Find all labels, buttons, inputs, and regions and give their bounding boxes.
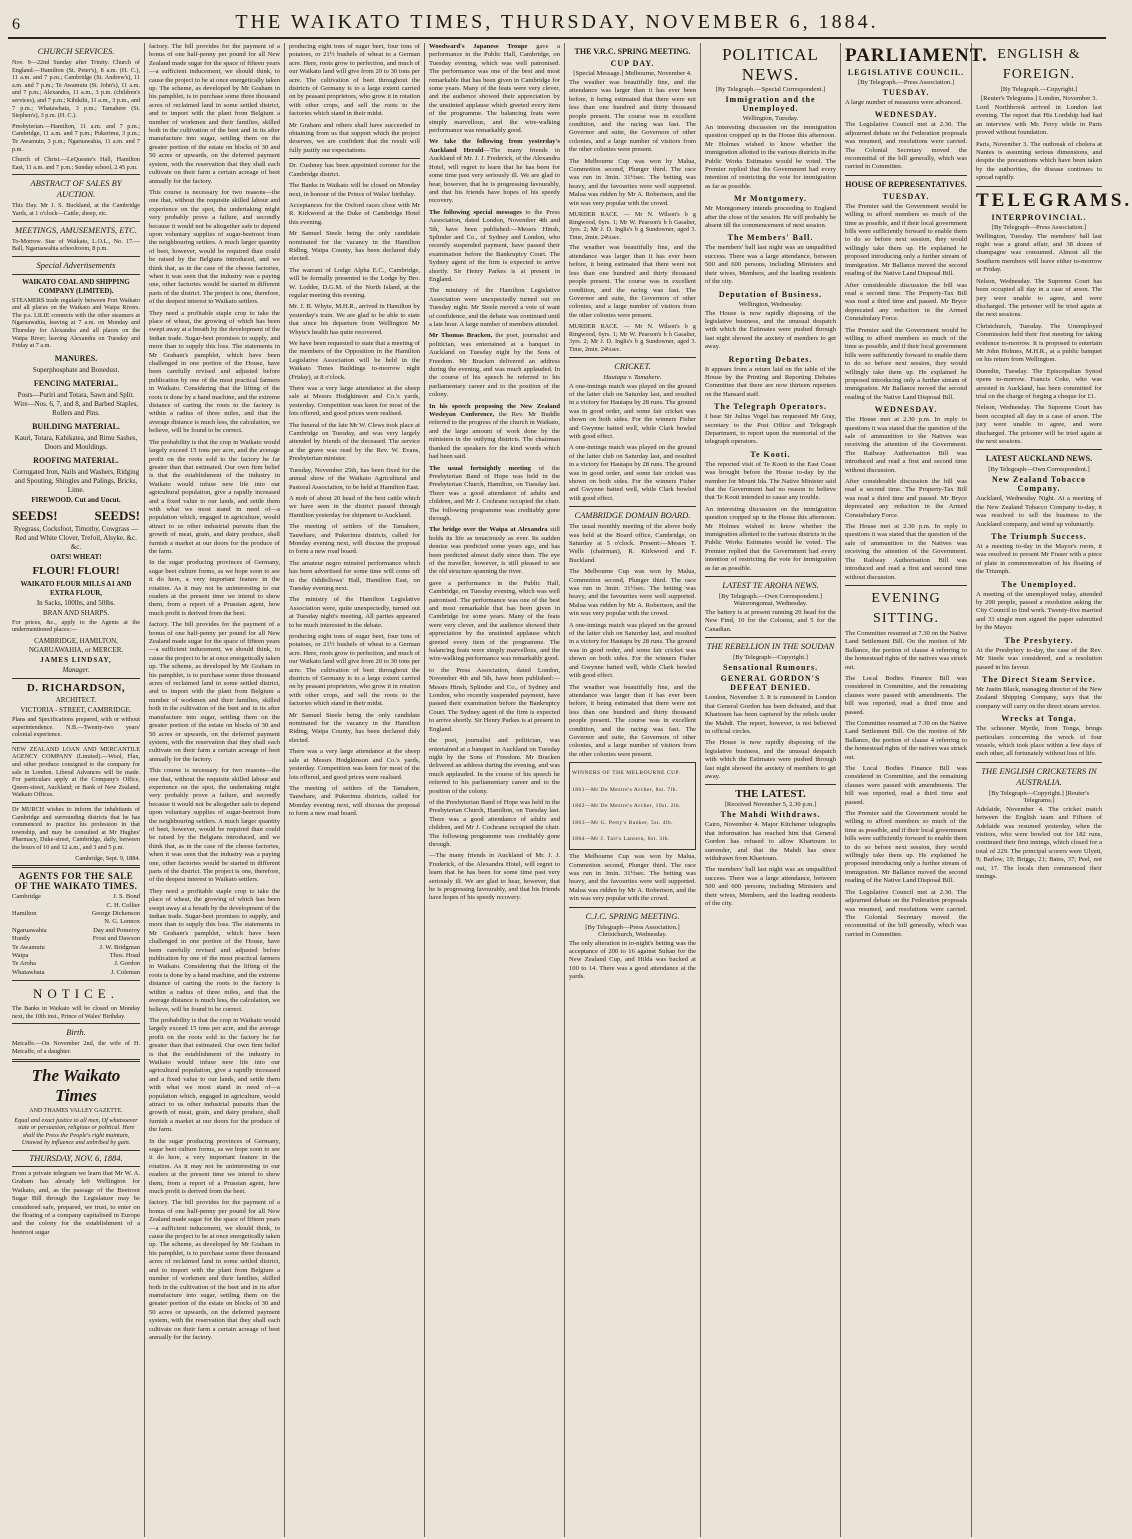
local-item: There was a very large attendance at the sheep sale at Messrs Hodgkinson and Co.'s yards, yesterday. Competition was keen for most of the lots offered, and good prices were realised. xyxy=(289,385,420,418)
auckland-sub-6: Wrecks at Tonga. xyxy=(1001,714,1077,724)
cjc-dateline: [By Telegraph—Press Association.] Christchurch, Wednesday. xyxy=(585,923,680,938)
auckland-sub-2: The Triumph Success. xyxy=(991,532,1087,542)
agent-name: J. S. Bond xyxy=(113,893,140,901)
local-item: The amateur negro minstrel performance which has been advertised for some time will come off in the Oddfellows' Hall, Hamilton East, on Tuesday evening next. xyxy=(289,559,420,592)
political-place-4: Wellington, Wednesday. xyxy=(738,300,803,308)
editorial-para-1-repeat: factory. The bill provides for the payment of a bonus of one half-penny per pound for all New Zealand made sugar for the space of fifteen years—a sufficient inducement, we should think, to cause the project to be at once energetically taken up. The scheme, as developed by Mr Graham in his pamphlet, is to purchase some three thousand acres of reclaimed land in some settled district, and to import with the plant from Belgium a number of workmen and their families, skilled both in the cultivation of the beet and in its after manufacture into sugar, settling them on the greater portion of the estate on blocks of 30 and 50 acres or upwards, on the deferred payment system, with the reservation that they shall each cultivate on their farm a certain acreage of beet annually for the factory. xyxy=(149,621,280,763)
agent-name: Day and Pomeroy xyxy=(93,926,140,934)
political-dateline: [By Telegraph.—Special Correspondent.] xyxy=(715,86,826,93)
local-news-item: The ministry of the Hamilton Legislative Association were unexpectedly turned out on Tuesday night. Mr Steele moved a vote of want of confidence, and the debate was continued until a late hour. A large number of members attended. xyxy=(429,287,560,328)
editorial-para-2-repeat: This course is necessary for two reasons—the one that, without the requisite skilled labour and experience on the spot, the undertaking might very probably prove a failure, and secondly because it would not be altogether safe to depend upon voluntary supplies of sugar-beetroot from the neighbouring settlers. A much larger quantity of beet, however, would be required than could be raised by the Belgians introduced, and we think that, as in the case of the cheese factories, when it was seen that the industry was a paying one, other factories would be started in different parts of the district. The project is one, therefore, of the deepest interest to Waikato settlers. xyxy=(149,767,280,884)
auckland-sub-4: The Presbytery. xyxy=(1004,635,1074,645)
cjc-heading: C.J.C. SPRING MEETING. xyxy=(585,910,680,921)
seeds-list: Ryegrass, Cocksfoot, Timothy, Cowgrass — Red and White Clover, Trefoil, Alsyke, &c. &c. xyxy=(13,524,139,551)
loan-agency-ad: NEW ZEALAND LOAN AND MERCANTILE AGENCY COMPANY (Limited).—Wool, Flax, and other produce consigned to the company for sale in London. Liberal Advances will be made. For particulars apply at the Company's Office, Queen-street, Auckland; or Bank of New Zealand, Waikato Offices. xyxy=(12,745,140,799)
domain-board-text-repeat: A one-innings match was played on the ground of the latter club on Saturday last, and resulted in a victory for Hautapu by 28 runs. The ground was in good order, and some fair cricket was shown on both sides. For the winners Fisher and Gwynne batted well, while Clark bowled with good effect. xyxy=(569,621,696,680)
local-item: The meeting of settlers of the Tamahere, Tauwhare, and Pukerimu districts, called for Monday evening next, will discuss the proposal to form a new road board. xyxy=(289,523,420,556)
notice-text: The Banks in Waikato will be closed on Monday next, the 10th inst., Prince of Wales' Birthday. xyxy=(12,1005,140,1020)
editorial-para-5-repeat: In the sugar producing provinces of Germany, sugar beet culture forms, as we hope soon to see it do here, a very important feature in the rotation. As it may not be uninteresting to our readers at the present time we intend to show them, from a report of a Prussian agent, how much profit is derived from the beet. xyxy=(149,1137,280,1196)
local-item: The funeral of the late Mr W. Clews took place at Cambridge on Tuesday, and was very largely attended by friends of the deceased. The service at the grave was read by the Rev. W. Evans, Presbyterian minister. xyxy=(289,421,420,463)
meetings-text: To-Morrow. Star of Waikato, L.O.L., No. 17.—Ball, Ngaruawahia schoolroom, 8 p.m. xyxy=(12,237,140,253)
fencing-text: Posts—Puriri and Totara, Sawn and Split. Wire—Nos. 6, 7, and 8, and Barbed Staples, Rollers and Pins. xyxy=(13,390,139,417)
local-item: The Banks in Waikato will be closed on Monday next, in honour of the Prince of Wales' birthday. xyxy=(289,182,420,198)
council-day-1: TUESDAY. xyxy=(882,88,930,97)
house-heading: HOUSE OF REPRESENTATIVES. xyxy=(845,179,967,189)
house-day-2: WEDNESDAY. xyxy=(874,405,938,415)
auckland-para-6: The schooner Myrtle, from Tonga, brings particulars concerning the wreck of four vessels, which took place within a few days of each other, all fortunately without loss of life. xyxy=(976,725,1102,758)
cup-table-line: 1863—Mr G. Petty's Banker, 5st. 4lb. xyxy=(572,819,674,826)
melbourne-cup-winners-table xyxy=(569,762,696,850)
interprovincial-dateline: [By Telegraph—Press Association.] xyxy=(991,223,1087,231)
editorial-cont-2: Mr Graham and others shall have succeeded in obtaining from us that support which the project deserves, we are confident that the result will fully justify our expectations. xyxy=(289,121,420,154)
telegram-para-2: Nelson, Wednesday. The Supreme Court has been occupied all day in a case of arson. The jury were unable to agree, and were discharged. The prisoner will be tried again at the next sessions. xyxy=(976,277,1102,319)
political-para-1: An interesting discussion on the immigration question cropped up in the House this afternoon. Mr Holmes wished to know whether the immigration allotted to the various districts in the Public Works Estimates would be voted. The Premier replied that the Government had every intention of restricting the vote for immigration as far as possible. xyxy=(705,124,836,190)
latest-received: [Received November 5, 2.30 p.m.] xyxy=(724,801,817,809)
political-place-1: Wellington, Tuesday. xyxy=(742,115,799,122)
agent-name: George Dickenson xyxy=(91,909,140,917)
local-item: A mob of about 20 head of the best cattle which we have seen in the district passed through Hamilton yesterday for shipment to Auckland. xyxy=(289,494,420,519)
coal-company-text: STEAMERS trade regularly between Port Waikato and all places on the Waikato and Waipa Rivers. The p.s. LILIE connects with the other steamers at Ngaruawahia, leaving at 7 a.m. on Monday and Thursday for Alexandra and all places on the Waipa River; leaving Alexandra on Tuesday and Friday at 7 a.m. xyxy=(12,296,140,350)
editorial-para-3: They need a profitable staple crop to take the place of wheat, the growing of which has been swept away at a breath by the development of the Indian trade. Sugar-beet promises to supply, and more than to supply this loss. The statements in Mr Graham's pamphlet, which have been challenged in one portion of the House, have been carefully revised and adjusted before publication by one of the most practical farmers in Waikato. Considering that the lifting of the roots is done by a hand machine, and the extreme distance of carting the roots to the factory is within a radius of three miles, and that the average distance is much less, the calculation, we believe, will be found to be correct. xyxy=(149,309,280,435)
interprovincial-heading: INTERPROVINCIAL. xyxy=(991,212,1087,222)
auckland-para-5: Mr Justin Black, managing director of the New Zealand Shipping Company, says that the company will carry on the direct steam service. xyxy=(976,685,1102,710)
agent-row xyxy=(12,927,140,935)
auckland-sub-3: The Unemployed. xyxy=(1001,579,1077,589)
manures-heading: MANURES. xyxy=(54,353,98,363)
political-sub-7: Te Kooti. xyxy=(750,449,791,459)
political-news-heading: POLITICAL NEWS. xyxy=(722,45,819,84)
editorial-para-4-repeat: The probability is that the crop in Waikato would largely exceed 15 tons per acre, and the average profit on the roots sold to the factory be far greater than that estimated. Our own firm belief is that the establishment of the industry in Waikato would infuse new life into our agricultural population, give a rapidly increased and a fixed value to our lands, and settle them with what we most stand in need of—a population which, engaged in agriculture, would attract to us other industrial pursuits than the growth of meat, grain, and dairy produce, shall furnish a market at our doors for the produce of the farm. xyxy=(149,1016,280,1134)
agent-places: CAMBRIDGE, HAMILTON, NGARUAWAHIA, or MERCER. xyxy=(28,637,124,655)
column-8 xyxy=(972,43,1132,1537)
domain-board-text-repeat: The weather was beautifully fine, and the attendance was larger than it has ever been before, it being estimated that there were not less than one hundred and thirty thousand people present. The course was in excellent condition, and the racing was fast. The Governor and suite, the Governors of other colonies, and a large number of visitors from the other colonies were present. xyxy=(569,683,696,758)
agent-name: J. Coleman xyxy=(110,968,140,976)
manager-name: JAMES LINDSAY, xyxy=(40,656,112,665)
political-para-7: The reported visit of Te Kooti to the East Coast was brought before the House to-day by the member for Mount Ida. The Native Minister said that the Government had no reason to believe that Te Kooti intended to cause any trouble. xyxy=(705,460,836,502)
roofing-heading: ROOFING MATERIAL. xyxy=(33,455,119,465)
house-para-3-repeat: The House met at 2.30 p.m. In reply to questions it was stated that the question of the sale of ammunition to the Natives was receiving the attention of the Government. The Railway Authorisation Bill was introduced and read a first and second time without discussion. xyxy=(845,523,967,581)
evening-para-2-repeat: The Local Bodies Finance Bill was considered in Committee, and the remaining clauses were passed with amendments. The bill was reported, read a third time and passed. xyxy=(845,765,967,806)
masthead xyxy=(8,6,1106,39)
vrc-heading: THE V.R.C. SPRING MEETING. xyxy=(574,47,691,56)
agent-row xyxy=(12,969,140,977)
political-para-2: Mr Montgomery intends proceeding to England after the close of the session. He will probably be absent till the commencement of next session. xyxy=(705,205,836,230)
vrc-para-1-repeat: The weather was beautifully fine, and the attendance was larger than it has ever been before, it being estimated that there were not less than one hundred and thirty thousand people present. The course was in excellent condition, and the racing was fast. The Governor and suite, the Governors of other colonies, and a large number of visitors from the other colonies were present. xyxy=(569,244,696,319)
agent-name: J. W. Bridgman xyxy=(99,943,140,951)
bran-sharps: BRAN AND SHARPS. xyxy=(43,608,109,617)
political-para-4: The House is now rapidly disposing of the legislative business, and the unusual despatch with which the Estimates were pushed through last night showed the anxiety of members to get away. xyxy=(705,309,836,351)
political-sub-5: Reporting Debates. xyxy=(728,354,813,364)
agent-row xyxy=(12,935,140,943)
political-para-7-repeat: An interesting discussion on the immigration question cropped up in the House this afternoon. Mr Holmes wished to know whether the immigration allotted to the various districts in the Public Works Estimates would be voted. The Premier replied that the Government had every intention of restricting the vote for immigration as far as possible. xyxy=(705,505,836,572)
latest-text-repeat: The members' ball last night was an unqualified success. There was a large attendance, between 500 and 600 persons, including Ministers and their wives, Members, and the leading residents of the city. xyxy=(705,866,836,907)
editorial-para-1: factory. The bill provides for the payment of a bonus of one half-penny per pound for all New Zealand made sugar for the space of fifteen years—a sufficient inducement, we should think, to cause the project to be at once energetically taken up. The scheme, as developed by Mr Graham in his pamphlet, is to purchase some three thousand acres of reclaimed land in some settled district, and to import with the plant from Belgium a number of workmen and their families, skilled both in the cultivation of the beet and in its after manufacture into sugar, settling them on the greater portion of the estate on blocks of 30 and 50 acres or upwards, on the deferred payment system, with the reservation that they shall each cultivate on their farm a certain acreage of beet annually for the factory. xyxy=(149,43,280,185)
auckland-sub-1: New Zealand Tobacco Company. xyxy=(991,475,1087,494)
foreign-para-2: Paris, November 3. The outbreak of cholera at Nantes is assuming serious dimensions, and despite the precautions which have been taken by the authorities, the disease continues to spread rapidly. xyxy=(976,140,1102,182)
agents-heading: AGENTS FOR THE SALE OF THE WAIKATO TIMES. xyxy=(14,871,138,892)
flour-mills: WAIKATO FLOUR MILLS A1 AND EXTRA FLOUR, xyxy=(20,579,132,597)
soudan-text: London, November 3. It is rumoured in London that General Gordon has been defeated, and that Khartoum has been captured by the rebels under the Mahdi. The report, however, is not believed in official circles. xyxy=(705,694,836,735)
evening-para-2: The Local Bodies Finance Bill was considered in Committee, and the remaining clauses were passed with amendments. The bill was reported, read a third time and passed. xyxy=(845,674,967,716)
local-item: Acceptances for the Oxford races close with Mr R. Kirkwood at the Duke of Cambridge Hotel this evening. xyxy=(289,201,420,226)
cricketers-dateline: [By Telegraph—Copyright.] [Reuter's Telegrams.] xyxy=(988,789,1090,804)
agent-place: Waipa xyxy=(12,951,29,959)
paper-subtitle: AND THAMES VALLEY GAZETTE. xyxy=(29,1107,123,1114)
local-news-item: Mr Thomas Bracken, the poet, journalist and politician, was entertained at a banquet in Auckland on Tuesday night by the Sons of Freedom. Mr Bracken delivered an address during the evening, and was much applauded. In the course of his speech he referred to his parliamentary career and to the position of the colony. xyxy=(429,332,560,399)
evening-para-repeat: The Premier said the Government would be willing to afford members so much of the time as possible, and if their local government bills were sufficiently forward to enable them to do so before next session, they would willingly take them up. He explained he proposed introducing only a further stream of immigration. Mr Ballance moved the second reading of the Native Land Disposal Bill. xyxy=(845,810,967,885)
race-results-repeat: MURDER RACE. — Mr N. Wilson's b g Ringwood, 6yrs. 1; Mr W. Pearson's b h Gasalier, 3yrs. 2; Mr J. D. Inglis's b g Sundowner, aged 3. Time, 2min. 24¼sec. xyxy=(569,323,696,353)
telegrams-heading: TELEGRAMS. xyxy=(976,189,1132,211)
paper-motto: Equal and exact justice to all men, Of whatsoever state or persuasion, religious or political. Here shall the Press the People's right maintain, Unawed by influence and unbribed by gain. xyxy=(14,1116,138,1147)
notice-heading: NOTICE. xyxy=(33,986,119,1002)
te-aroha-dateline: [By Telegraph.—Own Correspondent.] Waiorongomai, Wednesday. xyxy=(718,593,823,608)
reuter-dateline: [Reuter's Telegrams.] London, November 3. xyxy=(980,95,1098,102)
special-ads-heading: Special Advertisements xyxy=(36,259,116,270)
cricketers-text: Adelaide, November 4. The cricket match between the English team and Fifteen of Adelaide was resumed yesterday, when the visitors, who were bowled out for 182 runs, continued their first innings, which closed for a total of 229. The principal scorers were Ulyett, 9; Barlow, 19; Briggs, 21; Bates, 37; Peel, not out, 17. The locals then commenced their innings. xyxy=(976,805,1102,880)
column-2 xyxy=(145,43,285,1537)
race-results: MURDER RACE. — Mr N. Wilson's b g Ringwood, 6yrs. 1; Mr W. Pearson's b h Gasalier, 3yrs. 2; Mr J. D. Inglis's b g Sundowner, aged 3. Time, 2min. 24¼sec. xyxy=(569,211,696,241)
latest-heading: THE LATEST. xyxy=(735,788,806,801)
te-aroha-text: The battery is at present running 20 head for the New Find, 10 for the Colonist, and 5 for the Canadian. xyxy=(705,609,836,633)
vrc-dateline: [Special Message.] Melbourne, November 4. xyxy=(573,70,692,77)
local-item: The warrant of Lodge Alpha E.C., Cambridge, will be formally presented to the Lodge by Bro. W. Lodder, D.G.M. of the North Island, at the regular meeting this evening. xyxy=(289,266,420,299)
birth-text: Metcalfe.—On November 2nd, the wife of H. Metcalfe, of a daughter. xyxy=(12,1040,140,1055)
soudan-sub-2: GENERAL GORDON'S DEFEAT DENIED. xyxy=(720,674,821,693)
local-item: Mr Samuel Steele being the only candidate nominated for the vacancy in the Hamilton Riding, Waipa County, has been declared duly elected. xyxy=(289,230,420,263)
agent-row xyxy=(12,910,140,918)
local-item: Mr. J. B. Whyte, M.H.R., arrived in Hamilton by yesterday's train. We are glad to be able to state that since his departure from Wellington Mr Whyte's health has quite recovered. xyxy=(289,303,420,336)
manures-text: Superphosphate and Bonedust. xyxy=(32,365,120,374)
vrc-para-2: The Melbourne Cup was won by Malua, Commotion second, Plunger third. The race was run in 3min. 31½sec. The betting was heavy, and the favourites were well supported. Malua was ridden by Mr A. Robertson, and the win was very popular with the crowd. xyxy=(569,157,696,207)
latest-sub: The Mahdi Withdraws. xyxy=(720,810,821,820)
agent-name: Frost and Dawson xyxy=(92,935,140,943)
house-para-3: The House met at 2.30 p.m. In reply to questions it was stated that the question of the sale of ammunition to the Natives was receiving the attention of the Government. The Railway Authorisation Bill was introduced and read a first and second time without discussion. xyxy=(845,416,967,474)
manager-title: Manager. xyxy=(62,666,90,675)
cricket-subheading: Hautapu v. Tamahere. xyxy=(603,373,662,381)
auckland-para-4: At the Presbytery to-day, the case of the Rev. Mr Steele was considered, and a resolution passed in his favour. xyxy=(976,646,1102,671)
te-aroha-heading: LATEST TE AROHA NEWS. xyxy=(722,580,819,591)
latest-auckland-heading: LATEST AUCKLAND NEWS. xyxy=(985,454,1093,464)
agent-row xyxy=(12,902,140,910)
paper-nameplate: The Waikato Times xyxy=(31,1065,121,1105)
political-para-3: The members' ball last night was an unqualified success. There was a large attendance, between 500 and 600 persons, including Ministers and their wives, Members, and the leading residents of the city. xyxy=(705,244,836,286)
agent-row xyxy=(12,918,140,926)
agents-list xyxy=(12,893,140,977)
dr-murch-ad: Dr MURCH wishes to inform the inhabitants of Cambridge and surrounding districts that he has commenced to practice his profession in that township, and may be consulted at Mr Hughes' Pharmacy, Duke-street, Cambridge, daily, between the hours of 10 and 12 a.m., and 3 and 5 p.m. xyxy=(12,805,140,851)
architect-address: VICTORIA - STREET, CAMBRIDGE. xyxy=(20,706,132,715)
vrc-para-2-repeat: The Melbourne Cup was won by Malua, Commotion second, Plunger third. The race was run in 3min. 31½sec. The betting was heavy, and the favourites were well supported. Malua was ridden by Mr A. Robertson, and the win was very popular with the crowd. xyxy=(569,853,696,903)
local-item: Dr. Cushney has been appointed coroner for the Cambridge district. xyxy=(289,162,420,178)
political-sub-6: The Telegraph Operators. xyxy=(714,402,827,412)
meetings-heading: MEETINGS, AMUSEMENTS, ETC. xyxy=(15,224,137,235)
english-cricketers-heading: THE ENGLISH CRICKETERS IN AUSTRALIA. xyxy=(981,765,1097,787)
local-item: We have been requested to state that a meeting of the members of the Opposition in the Hamilton Legislative Association will be held in the Waikato Times Buildings to-morrow night (Friday), at 8 o'clock. xyxy=(289,340,420,381)
political-sub-2: Mr Montgomery. xyxy=(734,194,807,204)
domain-board-text: The usual monthly meeting of the above body was held at the Board office, Cambridge, on Saturday at 5 o'clock. Present:—Messrs T. Wells (chairman), R. Kirkwood and F. Buckland. xyxy=(569,523,696,564)
cup-table-line: 1862—Mr De Mestre's Archer, 10st. 2lb. xyxy=(572,803,681,810)
fencing-heading: FENCING MATERIAL. xyxy=(33,378,119,388)
agent-place: Ngaruawahia xyxy=(12,926,47,934)
house-para-3-repeat: After considerable discussion the bill was read a second time. The Property-Tax Bill was read a third time and passed. Mr Bryce deprecated any reduction in the Armed Constabulary Force. xyxy=(845,478,967,519)
local-item: The ministry of the Hamilton Legislative Association were, quite unexpectedly, turned out at Tuesday night's meeting. All parties appeared to be much interested in the debate. xyxy=(289,596,420,629)
telegram-para-3: Christchurch, Tuesday. The Unemployed Commission held their first meeting for taking evidence to-morrow. It is proposed to entertain Mr John Holmes, M.H.R., at a public banquet on his return from Wellington. xyxy=(976,322,1102,364)
cup-day-heading: CUP DAY. xyxy=(610,59,655,68)
council-day-2: WEDNESDAY. xyxy=(874,110,938,120)
architect-title: ARCHITECT. xyxy=(55,696,97,705)
oats-wheat: OATS! WHEAT! xyxy=(50,552,102,561)
latest-text: Cairo, November 4. Major Kitchener telegraphs that information has reached him that General Gordon has refused to allow Khartoum to surrender, and that the Mahdi has since withdrawn from Khartoum. xyxy=(705,821,836,862)
agent-place: Hamilton xyxy=(12,909,37,917)
political-para-6: I hear Sir Julius Vogel has requested Mr Gray, secretary to the Post Office and Telegraph Department, to report upon the memorial of the telegraph operators. xyxy=(705,413,836,446)
council-para-2: The Legislative Council met at 2.30. The adjourned debate on the Federation proposals was resumed, and resolutions were carried. The Colonial Secretary moved the recommittal of the bill generally, which was carried in Committee. xyxy=(845,121,967,171)
local-news-item: In his speech proposing the New Zealand Wesleyan Conference, the Rev. Mr Buddle referred to the progress of the church in Waikato, and the large amount of work done by the ministers in the outlying districts. The chairman thanked the speakers for the kind words which had been said. xyxy=(429,402,560,461)
english-dateline: [By Telegraph.—Copyright.] xyxy=(1000,86,1078,93)
column-5 xyxy=(565,43,701,1537)
agent-name: Thos. Hoad xyxy=(109,951,140,959)
coal-company-title: WAIKATO COAL AND SHIPPING COMPANY (LIMITED). xyxy=(22,277,130,295)
local-news-item-repeat: of the Presbyterian Band of Hope was held in the Presbyterian Church, Hamilton, on Tuesday last. There was a good attendance of adults and children, and Mr J. Cochrane occupied the chair. The following programme was creditably gone through. xyxy=(429,798,560,848)
local-news-item-repeat: —The many friends in Auckland of Mr. J. J. Frederick, of the Alexandra Hotel, will regret to learn that he has been for some time past very seriously ill. We are glad to hear, however, that he is progressing favourably, and that his friends have hopes of his speedy recovery. xyxy=(429,852,560,902)
agent-place: Cambridge xyxy=(12,893,41,901)
dr-murch-date: Cambridge, Sept. 9, 1884. xyxy=(75,854,140,862)
architect-text: Plans and Specifications prepared, with or without superintendence. N.B.—Twenty-two years' colonial experience. xyxy=(12,716,140,739)
evening-para-1: The Committee resumed at 7.30 on the Native Land Settlement Bill. On the motion of Mr Ballance, the portion of clause 4 referring to the homestead rights of the natives was struck out. xyxy=(845,629,967,671)
soudan-heading: THE REBELLION IN THE SOUDAN xyxy=(706,641,835,652)
auckland-para-2: At a meeting to-day in the Mayor's room, it was resolved to present Mr Fraser with a piece of plate in commemoration of his floating of the Triumph. xyxy=(976,543,1102,576)
telegram-para-4: Dunedin, Tuesday. The Episcopalian Synod opens to-morrow. Francis Coke, who was arrested in Auckland, has been committed for trial on the charge of forging a cheque for £1. xyxy=(976,367,1102,400)
local-item-repeat: The meeting of settlers of the Tamahere, Tauwhare, and Pukerimu districts, called for Monday evening next, will discuss the proposal to form a new road board. xyxy=(289,784,420,818)
political-sub-3: The Members' Ball. xyxy=(727,233,814,243)
page-number: 6 xyxy=(12,16,20,33)
local-item: Tuesday, November 25th, has been fixed for the annual show of the Waikato Agricultural and Pastoral Association, to be held at Hamilton East. xyxy=(289,466,420,491)
editorial-para-3-repeat: They need a profitable staple crop to take the place of wheat, the growing of which has been swept away at a breath by the development of the Indian trade. Sugar-beet promises to supply, and more than to supply this loss. The statements in Mr Graham's pamphlet, which have been challenged in one portion of the House, have been carefully revised and adjusted before publication by one of the most practical farmers in Waikato. Considering that the lifting of the roots is done by a hand machine, and the extreme distance of carting the roots to the factory is within a radius of three miles, and that the average distance is much less, the calculation, we believe, will be found to be correct. xyxy=(149,887,280,1013)
local-item-repeat: Mr Samuel Steele being the only candidate nominated for the vacancy in the Hamilton Riding, Waipa County, has been declared duly elected. xyxy=(289,711,420,744)
local-news-item: Woodward's Japanese Troupe gave a performance in the Public Hall, Cambridge, on Tuesday evening, which was well patronised. The performance was one of the best and most remarkable that has been given in Cambridge for some years. Many of the feats were very clever, and the audience showed their appreciation by the unstinted applause which greeted every item of the programme. The balancing feats were simply marvellous, and the wire-walking performance was remarkably good. xyxy=(429,43,561,135)
auction-sales-text: This Day. Mr J. S. Buckland, at the Cambridge Yards, at 1 o'clock—Cattle, sheep, etc. xyxy=(12,202,140,217)
editorial-start: From a private telegram we learn that Mr W. A. Graham has already left Wellington for Waikato, and, as the passage of the Beetroot Sugar Bill through the Legislature may be considered safe, prepared, we trust, to enter on the floating of a company capitalised in Europe and the colony for the establishment of a beetroot sugar xyxy=(12,1169,140,1236)
column-6 xyxy=(701,43,841,1537)
agent-row xyxy=(12,952,140,960)
birth-heading: Birth. xyxy=(66,1027,86,1038)
evening-para-1-repeat: The Committee resumed at 7.30 on the Native Land Settlement Bill. On the motion of Mr Ballance, the portion of clause 4 referring to the homestead rights of the natives was struck out. xyxy=(845,719,967,761)
local-news-item-repeat: the poet, journalist and politician, was entertained at a banquet in Auckland on Tuesday night by the Sons of Freedom. Mr Bracken delivered an address during the evening, and was much applauded. In the course of his speech he referred to his parliamentary career and to the position of the colony. xyxy=(429,737,560,795)
building-text: Kauri, Totara, Kahikatea, and Rimu Sashes, Doors and Mouldings. xyxy=(14,433,138,451)
telegram-para-repeat: Nelson, Wednesday. The Supreme Court has been occupied all day in a case of arson. The jury were unable to agree, and were discharged. The prisoner will be tried again at the next sessions. xyxy=(976,404,1102,445)
agent-place: Te Aroha xyxy=(12,960,36,968)
domain-board-text-repeat: The Melbourne Cup was won by Malua, Commotion second, Plunger third. The race was run in 3min. 31½sec. The betting was heavy, and the favourites were well supported. Malua was ridden by Mr A. Robertson, and the win was very popular with the crowd. xyxy=(569,568,696,618)
cup-table-line: 1864—Mr J. Tait's Lantern, 6st. 3lb. xyxy=(572,835,670,842)
parliament-heading: PARLIAMENT. xyxy=(845,45,988,66)
agent-row xyxy=(12,960,140,968)
house-para-1: The Premier said the Government would be willing to afford members so much of the time as possible, and if their local government bills were sufficiently forward to enable them to do so before next session, they would willingly take them up. He explained he proposed introducing only a further stream of immigration. Mr Ballance moved the second reading of the Native Land Disposal Bill. xyxy=(845,202,967,278)
agent-place: Whatawhata xyxy=(12,968,45,976)
local-news-item-repeat: gave a performance in the Public Hall, Cambridge, on Tuesday evening, which was well patronised. The performance was one of the best and most remarkable that has been given in Cambridge for some years. Many of the feats were very clever, and the audience showed their appreciation by the unstinted applause which greeted every item of the programme. The balancing feats were simply marvellous, and the wire-walking performance was remarkably good. xyxy=(429,579,560,663)
foreign-para-1: Lord Northbrook arrived in London last evening. The report that His Lordship had had an interview with Mr. Ferry while in Paris proved without foundation. xyxy=(976,104,1102,137)
local-news-item: The usual fortnightly meeting of the Presbyterian Band of Hope was held in the Presbyterian Church, Hamilton, on Tuesday last. There was a good attendance of adults and children, and Mr J. Cochrane occupied the chair. The following programme was creditably gone through. xyxy=(429,464,560,522)
political-sub-4: Deputation of Business. xyxy=(718,289,823,299)
parliament-dateline: [By Telegraph.—Press Association.] xyxy=(857,79,955,86)
local-item-repeat: There was a very large attendance at the sheep sale at Messrs Hodgkinson and Co.'s yards, yesterday. Competition was keen for most of the lots offered, and good prices were realised. xyxy=(289,748,420,781)
auckland-para-3: A meeting of the unemployed today, attended by 200 people, passed a resolution asking the City Council to find work. Twenty-five married and 33 single men signed the paper submitted by the Mayor. xyxy=(976,590,1102,632)
seeds-heading: SEEDS! SEEDS! xyxy=(12,507,140,523)
house-para-1-repeat: The Premier said the Government would be willing to afford members so much of the time as possible, and if their local government bills were sufficiently forward to enable them to do so before next session, they would willingly take them up. He explained he proposed introducing only a further stream of immigration. Mr Ballance moved the second reading of the Native Land Disposal Bill. xyxy=(845,326,967,401)
cup-table-line: 1861—Mr De Mestre's Archer, 8st. 7lb. xyxy=(572,786,678,793)
agent-name: C. H. Collier xyxy=(106,901,140,909)
cup-table-line: WINNERS OF THE MELBOURNE CUP. xyxy=(572,770,681,777)
presbyterian-services: Presbyterian.—Hamilton, 11 a.m. and 7 p.m.; Cambridge, 11 a.m. and 7 p.m.; Pukerimu, 3 p.m.; Te Awamutu, 3 p.m.; Ngaruawahia, 11 a.m. and 7 p.m. xyxy=(12,122,140,153)
cricket-text-repeat: A one-innings match was played on the ground of the latter club on Saturday last, and resulted in a victory for Hautapu by 28 runs. The ground was in good order, and some fair cricket was shown on both sides. For the winners Fisher and Gwynne batted well, while Clark bowled with good effect. xyxy=(569,444,696,502)
local-news-item: We take the following from yesterday's Auckland Herald—The many friends in Auckland of Mr. J. J. Frederick, of the Alexandra Hotel, will regret to learn that he has been for some time past very seriously ill. We are glad to hear, however, that he is progressing favourably, and that his friends have hopes of his speedy recovery. xyxy=(429,138,560,205)
agent-name: J. Gordon xyxy=(114,960,140,968)
soudan-sub: Sensational Rumours. xyxy=(722,663,819,673)
house-day-1: TUESDAY. xyxy=(882,191,930,201)
agent-place: Huntly xyxy=(12,935,31,943)
firewood-text: FIREWOOD. Cut and Uncut. xyxy=(31,495,121,504)
agent-row xyxy=(12,893,140,901)
political-para-5: It appears from a return laid on the table of the House by the Printing and Reporting Debates Committee that there are now thirteen reporters on the Hansard staff. xyxy=(705,365,836,398)
auckland-dateline: [By Telegraph—Own Correspondent.] xyxy=(988,466,1090,474)
editorial-para-5: In the sugar producing provinces of Germany, sugar beet culture forms, as we hope soon to see it do here, a very important feature in the rotation. As it may not be uninteresting to our readers at the present time we intend to show them, from a report of a Prussian agent, how much profit is derived from the beet. xyxy=(149,559,280,617)
house-para-2: After considerable discussion the bill was read a second time. The Property-Tax Bill was read a third time and passed. Mr Bryce deprecated any reduction in the Armed Constabulary Force. xyxy=(845,281,967,323)
domain-board-heading: CAMBRIDGE DOMAIN BOARD. xyxy=(574,510,691,521)
column-7 xyxy=(841,43,988,1537)
church-services-text: Nov. 9—22nd Sunday after Trinity. Church of England.—Hamilton (St. Peter's), 8 a.m. (H. C.), 11 a.m. and 7 p.m.; Cambridge (St. Andrew's), 11 a.m. and 7 p.m.; Te Awamutu (St. John's), 11 a.m. and 7 p.m.; Alexandra, 11 a.m., 3 p.m. (children's services), and 7 p.m.; Kihikihi, 11 a.m., 3 p.m., and 7 p.m.; Whatawhata, 3 p.m.; Tamahere (St. Stephen's), 3 p.m. (H. C.). xyxy=(12,59,140,120)
evening-sitting-heading: EVENING SITTING. xyxy=(871,590,941,626)
auckland-para-1: Auckland, Wednesday Night. At a meeting of the New Zealand Tobacco Company to-day, it was resolved to sell the business to the Auckland company, and wind up voluntarily. xyxy=(976,495,1102,528)
agent-place: Te Awamutu xyxy=(12,943,45,951)
flour-sizes: In Sacks, 100lbs, and 50lbs. xyxy=(36,598,116,607)
roofing-text: Corrugated Iron, Nails and Washers, Ridging and Spouting, Shingles and Palings, Bricks, Lime. xyxy=(12,467,140,494)
church-of-christ-services: Church of Christ.—LeQuesne's Hall, Hamilton East, 11 a.m. and 7 p.m.; Sunday school, 2.45 p.m. xyxy=(12,156,140,171)
political-sub-1: Immigration and the Unemployed. xyxy=(725,95,816,113)
local-news-item-repeat: to the Press Association, dated London, November 4th and 5th, have been published:—Messrs Hinsh, Splinder and Co., of Sydney and London, who recently suspended payment, have passed their examination before the Bankruptcy Court. The Sydney agent of the firm is expected to arrive shortly. Sir Henry Parkes is at present in England. xyxy=(429,666,560,733)
issue-date: THURSDAY, NOV. 6, 1884. xyxy=(29,1152,123,1163)
coal-company-ad xyxy=(12,274,140,679)
agent-name: N. G. Lennox xyxy=(104,918,140,926)
local-news-item: The following special messages to the Press Association, dated London, November 4th and 5th, have been published:—Messrs Hinsh, Splinder and Co., of Sydney and London, who recently suspended payment, have passed their examination before the Bankruptcy Court. The Sydney agent of the firm is expected to arrive shortly. Sir Henry Parkes is at present in England. xyxy=(429,208,561,283)
column-3 xyxy=(285,43,425,1537)
cricket-text: A one-innings match was played on the ground of the latter club on Saturday last, and resulted in a victory for Hautapu by 28 runs. The ground was in good order, and some fair cricket was shown on both sides. For the winners Fisher and Gwynne batted well, while Clark bowled with good effect. xyxy=(569,382,696,440)
architect-name: D. RICHARDSON, xyxy=(26,682,126,695)
legislative-council-heading: LEGISLATIVE COUNCIL. xyxy=(847,68,965,77)
soudan-text-repeat: The House is now rapidly disposing of the legislative business, and the unusual despatch with which the Estimates were pushed through last night showed the anxiety of members to get away. xyxy=(705,739,836,780)
local-item-repeat: producing eight tons of sugar beet, four tons of potatoes, or 21½ bushels of wheat to a German acre. Here, roots grow to perfection, and much of our Waikato land will give from 20 to 30 tons per acre. The cultivation of beet throughout the districts of Germany is to a large extent carried on by peasant proprietors, who grow it in rotation with other crops, and sell the roots to the factories which stand in their midst. xyxy=(289,633,420,708)
english-foreign-heading: ENGLISH & FOREIGN. xyxy=(997,47,1081,82)
editorial-para-1-repeat-2: factory. The bill provides for the payment of a bonus of one half-penny per pound for all New Zealand made sugar for the space of fifteen years—a sufficient inducement, we should think, to cause the project to be at once energetically taken up. The scheme, as developed by Mr Graham in his pamphlet, is to purchase some three thousand acres of reclaimed land in some settled district, and to import with the plant from Belgium a number of workmen and their families, skilled both in the cultivation of the beet and in its after manufacture into sugar, settling them on the greater portion of the estate on blocks of 30 and 50 acres or upwards, on the deferred payment system, with the reservation that they shall each cultivate on their farm a certain acreage of beet annually for the factory. xyxy=(149,1199,280,1341)
editorial-para-2: This course is necessary for two reasons—the one that, without the requisite skilled labour and experience on the spot, the undertaking might very probably prove a failure, and secondly because it would not be altogether safe to depend upon voluntary supplies of sugar-beetroot from the neighbouring settlers. A much larger quantity of beet, however, would be required than could be raised by the Belgians introduced, and we think that, as in the case of the cheese factories, when it was seen that the industry was a paying one, other factories would be started in different parts of the district. The project is one, therefore, of the deepest interest to Waikato settlers. xyxy=(149,188,280,306)
cjc-text: The only alteration in to-night's betting was the acceptance of 200 to 16 against Sultan for the New Zealand Cup, and Hilda was backed at 100 to 14. There was a good attendance at the yards. xyxy=(569,939,696,981)
telegram-para-1: Wellington, Tuesday. The members' ball last night was a grand affair, and 38 dozen of champagne was consumed. Almost all the Southern members will leave either to-morrow or Friday. xyxy=(976,232,1102,274)
columns xyxy=(8,43,1132,1537)
prices-text: For prices, &c., apply to the Agents at the undermentioned places:— xyxy=(12,618,140,634)
newspaper-title: THE WAIKATO TIMES, THURSDAY, NOVEMBER 6, 1884. xyxy=(235,11,879,33)
flour-heading: FLOUR! FLOUR! xyxy=(32,564,120,577)
auckland-sub-5: The Direct Steam Service. xyxy=(982,674,1096,684)
auction-sales-heading: ABSTRACT OF SALES BY AUCTION. xyxy=(30,178,122,200)
editorial-para-4: The probability is that the crop in Waikato would largely exceed 15 tons per acre, and the average profit on the roots sold to the factory be far greater than that estimated. Our own firm belief is that the establishment of the industry in Waikato would infuse new life into our agricultural population, give a rapidly increased and a fixed value to our lands, and settle them with what we most stand in need of—a population which, engaged in agriculture, would attract to us other industrial pursuits than the growth of meat, grain, and dairy produce, shall furnish a market at our doors for the produce of the farm. xyxy=(149,438,280,555)
local-news-item: The bridge over the Waipa at Alexandra still holds its life as tenaciously as ever. Its sudden demise was predicted some years ago, and has been predicted almost daily since then. The eye of the traveller, however, is still pleased to see the old structure spanning the river. xyxy=(429,526,560,576)
church-services-heading: CHURCH SERVICES. xyxy=(37,46,115,56)
agent-row xyxy=(12,944,140,952)
column-1 xyxy=(8,43,145,1537)
column-4 xyxy=(425,43,565,1537)
building-heading: BUILDING MATERIAL. xyxy=(32,421,120,431)
cricket-heading: CRICKET. xyxy=(614,360,651,371)
vrc-para-1: The weather was beautifully fine, and the attendance was larger than it has ever been before, it being estimated that there were not less than one hundred and thirty thousand people present. The course was in excellent condition, and the racing was fast. The Governor and suite, the Governors of other colonies, and a large number of visitors from the other colonies were present. xyxy=(569,79,696,154)
evening-para-repeat: The Legislative Council met at 2.30. The adjourned debate on the Federation proposals was resumed, and resolutions were carried. The Colonial Secretary moved the recommittal of the bill generally, which was carried in Committee. xyxy=(845,888,967,938)
soudan-dateline: [By Telegraph—Copyright.] xyxy=(733,654,808,662)
editorial-cont-1: producing eight tons of sugar beet, four tons of potatoes, or 21½ bushels of wheat to a German acre. Here, roots grow to perfection, and much of our Waikato land will give from 20 to 30 tons per acre. The cultivation of beet throughout the districts of Germany is to a large extent carried on by peasant proprietors, who grow it in rotation with other crops, and sell the roots to the factories which stand in their midst. xyxy=(289,43,420,118)
council-para-1: A large number of measures were advanced. xyxy=(845,99,962,106)
